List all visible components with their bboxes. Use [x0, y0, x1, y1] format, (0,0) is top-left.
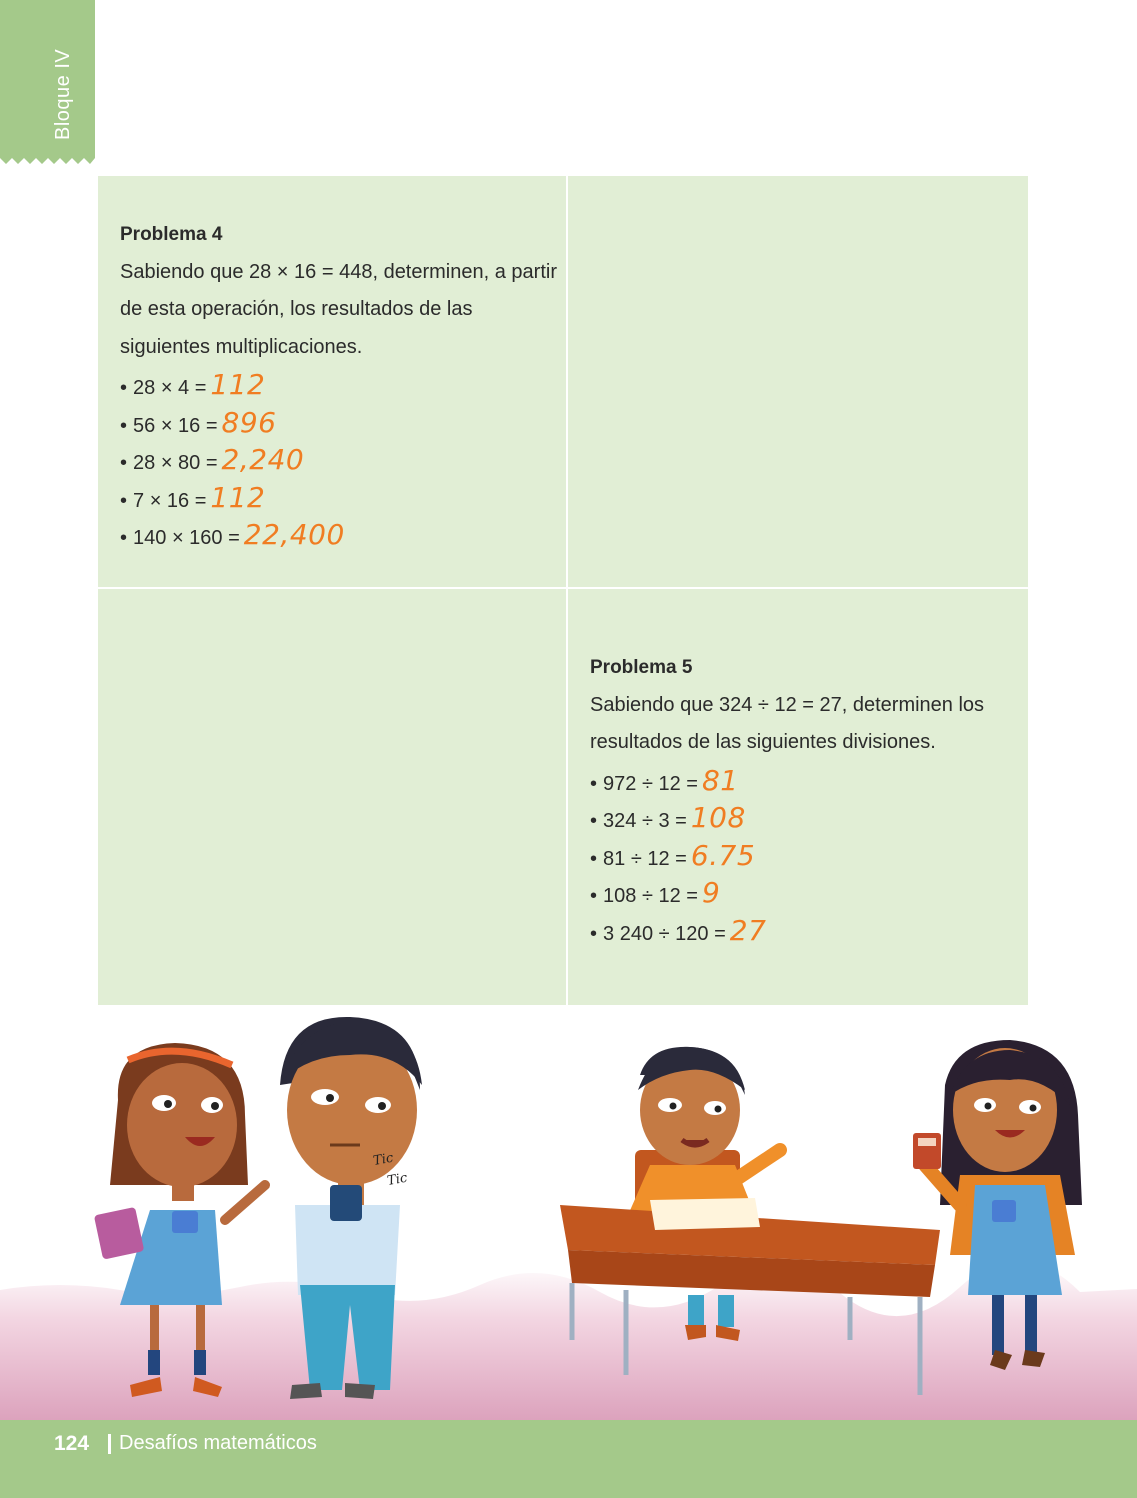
problem5-statement: Sabiendo que 324 ÷ 12 = 27, determinen los resultados de las siguientes divisiones. [590, 693, 985, 753]
expression: 28 × 80 = [133, 452, 218, 474]
expression: 81 ÷ 12 = [603, 847, 687, 870]
bullet-icon: • [590, 922, 598, 945]
expression: 3 240 ÷ 120 = [603, 922, 726, 945]
side-tab-zigzag-edge [0, 152, 95, 166]
problem5 [590, 649, 1030, 949]
book-title: Desafíos matemáticos [119, 1432, 317, 1454]
page-footer [0, 1420, 1137, 1498]
bullet-icon: • [590, 847, 598, 870]
children-illustration [0, 1005, 1137, 1425]
handwritten-answer: 112 [210, 368, 266, 401]
handwritten-answer: 22,400 [243, 518, 345, 551]
bullet-icon: • [120, 414, 128, 437]
expression: 972 ÷ 12 = [603, 772, 698, 795]
list-item [590, 762, 1030, 800]
list-item [120, 516, 560, 554]
side-tab [0, 0, 95, 158]
list-item [590, 874, 1030, 912]
page-number: 124 [54, 1432, 90, 1455]
list-item [590, 799, 1030, 837]
expression: 324 ÷ 3 = [603, 810, 687, 832]
empty-cell-bottom-left [98, 589, 568, 1005]
bullet-icon: • [120, 377, 128, 399]
expression: 28 × 4 = [133, 377, 207, 399]
handwritten-answer: 112 [210, 480, 266, 514]
tic-label: Tic [372, 1150, 395, 1169]
handwritten-answer: 2,240 [221, 443, 305, 476]
bullet-icon: • [120, 452, 128, 474]
handwritten-answer: 108 [690, 801, 746, 834]
handwritten-answer: 81 [701, 763, 739, 797]
handwritten-answer: 27 [729, 913, 767, 947]
problem4 [120, 216, 560, 554]
problem4-title: Problema 4 [120, 224, 223, 245]
bullet-icon: • [120, 489, 128, 512]
empty-cell-top-right [568, 176, 1028, 589]
bullet-icon: • [120, 527, 128, 549]
bullet-icon: • [590, 885, 598, 907]
handwritten-answer: 6.75 [690, 838, 756, 872]
problem4-cell [98, 176, 568, 589]
problem4-statement: Sabiendo que 28 × 16 = 448, determinen, a partir de esta operación, los resultados de las siguientes multiplicaciones. [120, 260, 557, 358]
handwritten-answer: 9 [701, 876, 721, 909]
expression: 7 × 16 = [133, 489, 207, 512]
list-item [120, 479, 560, 517]
expression: 56 × 16 = [133, 414, 218, 437]
problems-grid [98, 176, 1028, 1005]
expression: 140 × 160 = [133, 527, 240, 549]
list-item [590, 912, 1030, 950]
bullet-icon: • [590, 772, 598, 795]
handwritten-answer: 896 [221, 405, 277, 439]
list-item [120, 366, 560, 404]
list-item [120, 404, 560, 442]
footer-separator [108, 1434, 111, 1454]
list-item [590, 837, 1030, 875]
tic-label: Tic [386, 1170, 409, 1189]
problem5-cell [568, 589, 1028, 1005]
expression: 108 ÷ 12 = [603, 885, 698, 907]
bullet-icon: • [590, 810, 598, 832]
list-item [120, 441, 560, 479]
block-label: Bloque IV [52, 48, 74, 140]
problem5-title: Problema 5 [590, 657, 693, 678]
